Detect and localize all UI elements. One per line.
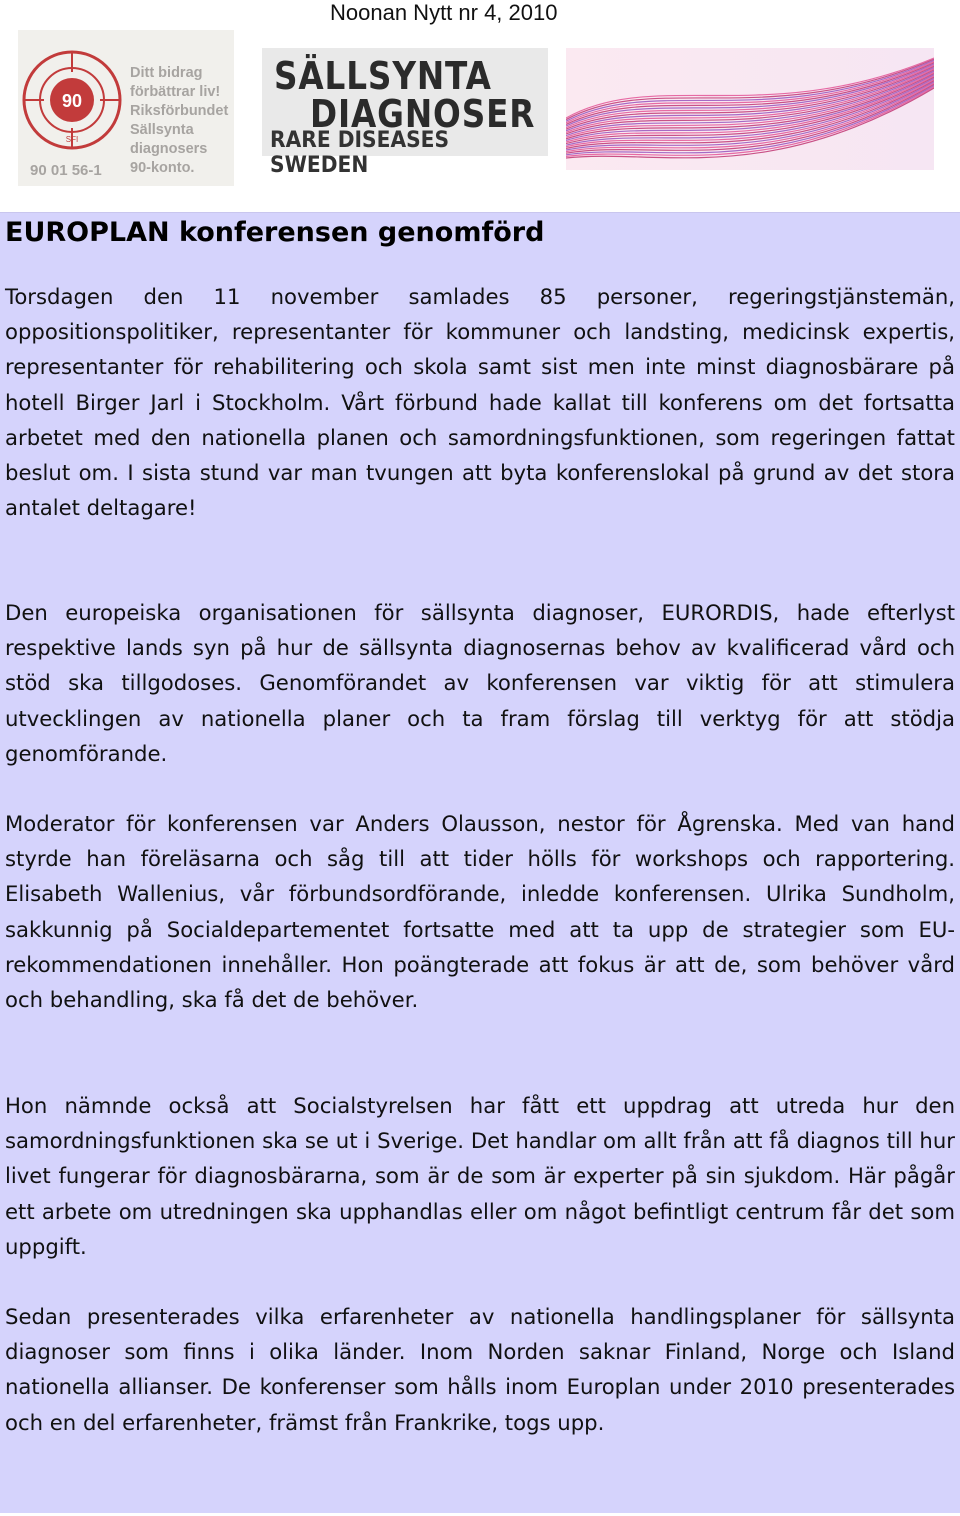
fundraising-logo [18,30,234,186]
logo-line-sallsynta: SÄLLSYNTA [274,54,492,98]
rare-diseases-sweden-logo [262,48,548,178]
seal-slogan: Ditt bidrag förbättrar liv! Riksförbundet Sällsynta diagnosers 90-konto. [130,65,229,176]
logo-line-diagnoser: DIAGNOSER [310,92,536,136]
article-paragraph: Hon nämnde också att Socialstyrelsen har fått ett uppdrag att utreda hur den samordningsfunktionen ska se ut i Sverige. Det handlar om allt från att få diagnos till hur livet fungerar för diagnosbärarna, som är de som är experter på sin sjukdom. Här pågår ett arbete om utredningen ska upphandlas eller om något befintligt centrum får det som uppgift. [5,1093,955,1259]
seal-icon [18,38,128,158]
article-paragraph: Torsdagen den 11 november samlades 85 personer, regeringstjänstemän, oppositionspolitiker, representanter för kommuner och landsting, medicinsk expertis, representanter för rehabilitering och skola samt sist men inte minst diagnosbärare på hotell Birger Jarl i Stockholm. Vårt förbund hade kallat till konferens om det fortsatta arbetet med den nationella planen och samordningsfunktionen, som regeringen fattat beslut om. I sista stund var man tvungen att byta konferenslokal på grund av det stora antalet deltagare! [5,284,955,521]
logo-line-rare-diseases: RARE DISEASES SWEDEN [270,128,450,178]
seal-number: 90 [61,91,83,111]
decorative-wave-banner [566,48,934,170]
article-paragraph: Sedan presenterades vilka erfarenheter av nationella handlingsplaner för sällsynta diagnoser som finns i olika länder. Inom Norden saknar Finland, Norge och Island nationella allianser. De konferenser som hålls inom Europlan under 2010 presenterades och en del erfarenheter, främst från Frankrike, togs upp. [5,1304,955,1435]
seal-ring-bottom: SFI [65,135,79,144]
publication-header: Noonan Nytt nr 4, 2010 [330,0,558,25]
article-paragraph: Moderator för konferensen var Anders Olausson, nestor för Ågrenska. Med van hand styrde han föreläsarna och såg till att tider hölls för workshops och rapportering. Elisabeth Wallenius, vår förbundsordförande, inledde konferensen. Ulrika Sundholm, sakkunnig på Socialdepartementet fortsatte med att ta upp de strategier som EU-rekommendationen innehåller. Hon poängterade att fokus är att de, som behöver vård och behandling, ska få det de behöver. [5,811,955,1013]
article-paragraph: Den europeiska organisationen för sällsynta diagnoser, EURORDIS, hade efterlyst respektive lands syn på hur de sällsynta diagnosernas behov av kvalificerad vård och stöd ska tillgodoses. Genomförandet av konferensen var viktig för att stimulera utvecklingen av nationella planer och ta fram förslag till verktyg för att stödja genomförande. [5,600,955,766]
seal-account-number: 90 01 56-1 [30,162,102,179]
article-title: EUROPLAN konferensen genomförd [5,217,545,248]
